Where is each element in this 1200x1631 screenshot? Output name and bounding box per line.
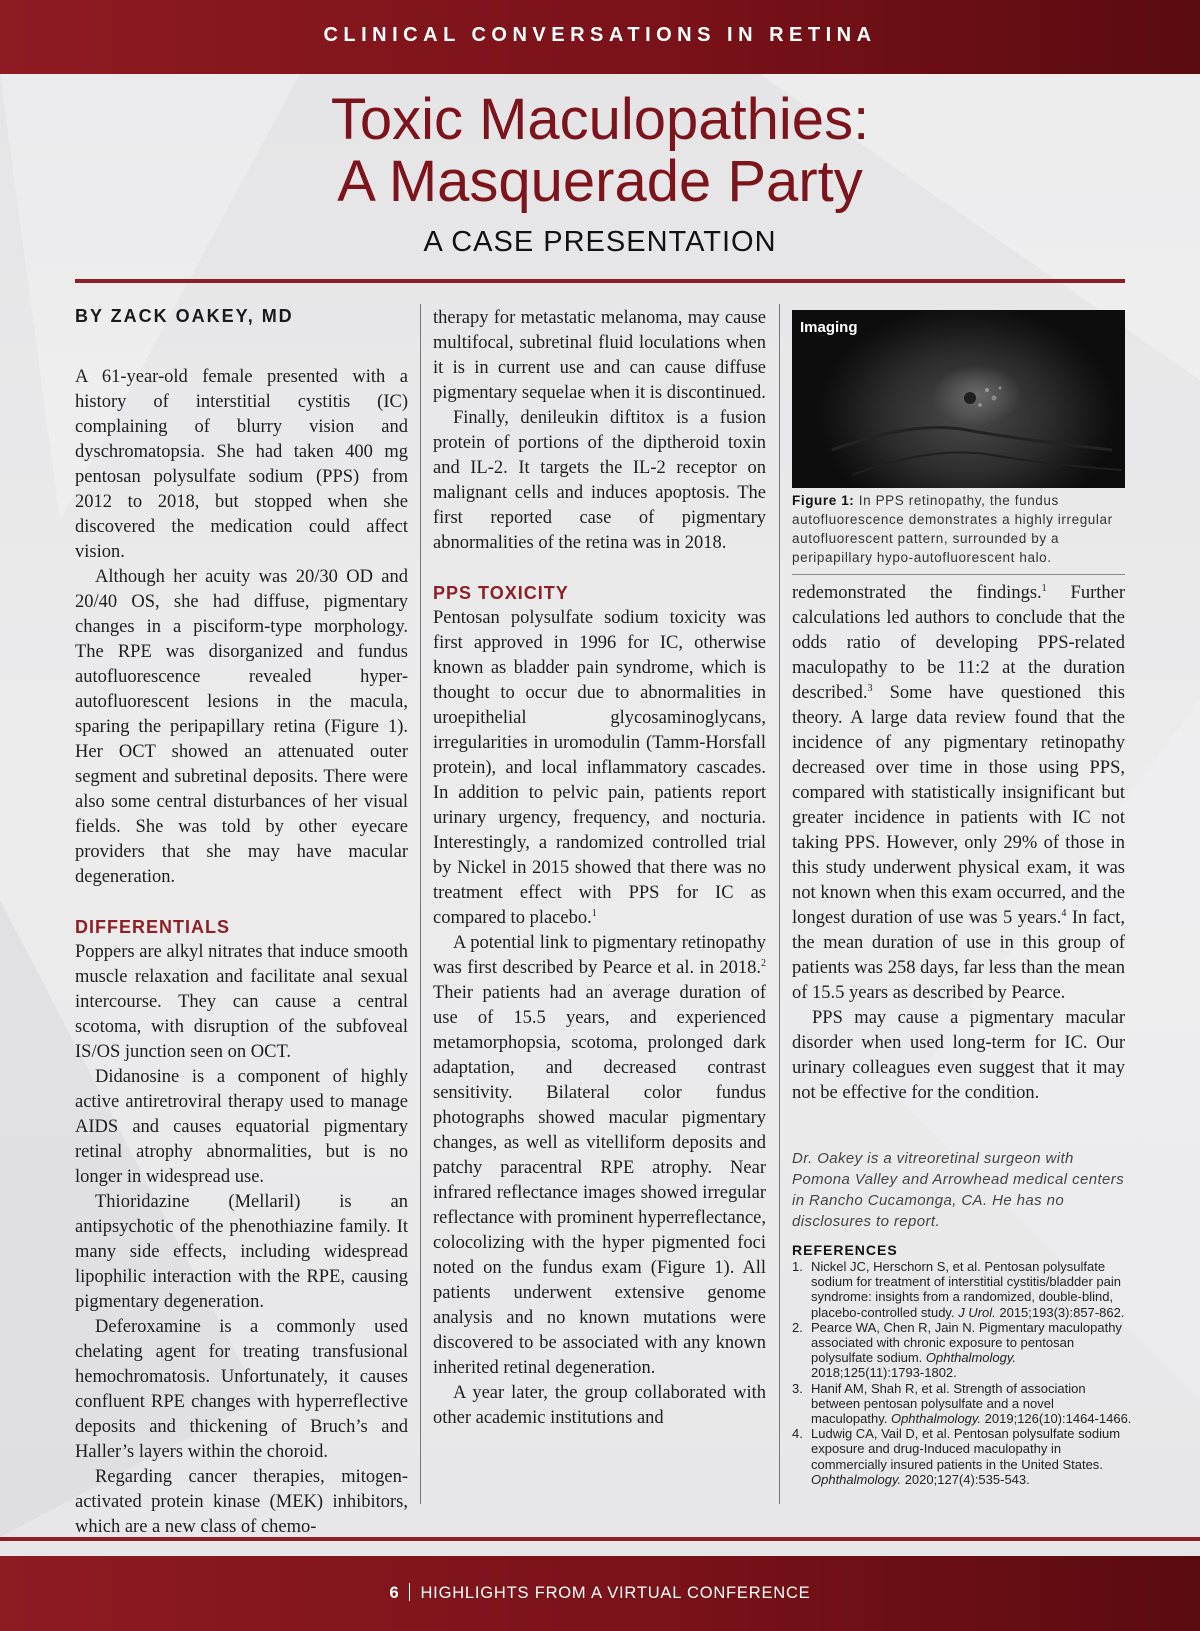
paragraph: A potential link to pigmentary retinopathy was first described by Pearce et al. in 2018.$^2$ Their patients had an average duration of use of 15.5 years, and experienced metamorphopsia, scotoma, prolonged dark adaptation, and decreased contrast sensitivity. Bilateral color fundus photographs showed macular pigmentary changes, as well as vitelliform deposits and patchy paracentral RPE atrophy. Near infrared reflectance images showed irregular reflectance with prominent hyperreflectance, colocolizing with the hyper pigmented foci noted on the fundus exam (Figure 1). All patients underwent extensive genome analysis and no known mutations were discovered to be associated with any known inherited retinal degeneration. — [433, 933, 766, 1378]
reference-text: Nickel JC, Herschorn S, et al. Pentosan polysulfate sodium for treatment of interstitial cystitis/bladder pain syndrome: insights from a randomized, double-blind, placebo-controlled study. — [811, 1259, 1121, 1320]
reference-journal: Ophthalmology. — [925, 1350, 1016, 1366]
paragraph: A 61-year-old female presented with a history of interstitial cystitis (IC) complaining of blurry vision and dyschromatopsia. She had taken 400 mg pentosan polysulfate sodium (PPS) from 2012 to 2018, but stopped when she discovered the medication could affect vision. — [75, 367, 408, 562]
reference-number: 3. — [792, 1380, 803, 1396]
paragraph: Didanosine is a component of highly active antiretroviral therapy used to manage AIDS and causes equatorial pigmentary retinal atrophy abnormalities, but is no longer in widespread use. — [75, 1067, 408, 1187]
article-title-line-1: Toxic Maculopathies: — [330, 87, 870, 152]
reference-number: 4. — [792, 1426, 803, 1442]
citation: 2 — [761, 957, 766, 969]
column-divider — [420, 304, 421, 1504]
reference-journal: Ophthalmology. — [890, 1411, 982, 1427]
article-title-line-2: A Masquerade Party — [337, 149, 863, 214]
reference-citation: 2020;127(4):535-543. — [901, 1471, 1030, 1487]
figure-caption: Figure 1: In PPS retinopathy, the fundus autofluorescence demonstrates a highly irregular autofluorescent pattern, surrounded by a peripapillary hypo-autofluorescent halo. — [792, 493, 1113, 565]
column-3 — [792, 581, 1125, 1106]
header-band — [0, 0, 1200, 74]
section-heading-differentials: DIFFERENTIALS — [75, 917, 230, 937]
reference-text: Hanif AM, Shah R, et al. Strength of association between pentosan polysulfate and a novel maculopathy. — [811, 1380, 1086, 1427]
reference-text: Ludwig CA, Vail D, et al. Pentosan polysulfate sodium exposure and drug-Induced maculopathy in commercially insured patients in the United States. — [811, 1426, 1121, 1472]
paragraph: Finally, denileukin diftitox is a fusion protein of portions of the diptheroid toxin and IL-2. It targets the IL-2 receptor on malignant cells and induces apoptosis. The first reported case of pigmentary abnormalities of the retina was in 2018. — [433, 408, 766, 553]
footer-separator — [409, 1583, 410, 1601]
paragraph: Thioridazine (Mellaril) is an antipsychotic of the phenothiazine family. It many side effects, including widespread lipophilic interaction with the RPE, causing pigmentary degeneration. — [75, 1192, 408, 1312]
reference-citation: 2018;125(11):1793-1802. — [811, 1365, 957, 1381]
title-divider — [75, 279, 1125, 283]
figure-label: Imaging — [800, 319, 858, 336]
reference-item — [792, 1259, 1132, 1320]
reference-number: 1. — [792, 1259, 803, 1274]
reference-text: Pearce WA, Chen R, Jain N. Pigmentary maculopathy associated with chronic exposure to pentosan polysulfate sodium. — [811, 1319, 1122, 1366]
column-2 — [433, 306, 766, 1431]
page-number: 6 — [389, 1584, 400, 1602]
paragraph: therapy for metastatic melanoma, may cause multifocal, subretinal fluid loculations when it is in current use and can cause diffuse pigmentary sequelae when it is discontinued. — [433, 308, 766, 403]
reference-item — [792, 1381, 1132, 1427]
publication-name: HIGHLIGHTS FROM A VIRTUAL CONFERENCE — [420, 1584, 811, 1602]
paragraph: Poppers are alkyl nitrates that induce smooth muscle relaxation and facilitate anal sexual intercourse. They can cause a central scotoma, with disruption of the subfoveal IS/OS junction seen on OCT. — [75, 942, 408, 1062]
column-1 — [75, 304, 408, 1540]
references-list — [792, 1259, 1132, 1487]
citation: 1 — [591, 907, 597, 919]
paragraph: redemonstrated the findings.$^1$ Further calculations led authors to conclude that the odds ratio of developing PPS-related maculopathy to be 11:2 at the duration described.$^3$ Some have questioned this theory. A large data review found that the incidence of any pigmentary retinopathy decreased over time in those using PPS, compared with statistically insignificant but greater incidence in patients with IC not taking PPS. However, only 29% of those in this study underwent physical exam, it was not known when this exam occurred, and the longest duration of use was 5 years.$^4$ In fact, the mean duration of use in this group of patients was 258 days, far less than the mean of 15.5 years as described by Pearce. — [792, 582, 1125, 1003]
paragraph: Deferoxamine is a commonly used chelating agent for treating transfusional hemochromatosis. Unfortunately, it causes confluent RPE changes with hyperreflective deposits and thickening of Bruch’s and Haller’s layers within the choroid. — [75, 1317, 408, 1462]
fundus-image — [792, 310, 1125, 488]
citation: 4 — [1061, 907, 1067, 919]
caption-divider — [792, 574, 1125, 575]
figure-fundus-autofluorescence — [792, 310, 1125, 488]
figure-caption-lead: Figure 1: — [792, 493, 855, 508]
paragraph: A year later, the group collaborated with other academic institutions and — [433, 1383, 766, 1428]
paragraph: PPS may cause a pigmentary macular disorder when used long-term for IC. Our urinary colleagues even suggest that it may not be effective for the condition. — [792, 1008, 1125, 1103]
reference-item — [792, 1320, 1132, 1381]
paragraph: Regarding cancer therapies, mitogen-activated protein kinase (MEK) inhibitors, which are a new class of chemo- — [75, 1467, 408, 1537]
reference-item — [792, 1426, 1132, 1487]
article-subtitle: A CASE PRESENTATION — [423, 226, 777, 258]
reference-journal: J Urol. — [958, 1304, 996, 1320]
author-bio: Dr. Oakey is a vitreoretinal surgeon with Pomona Valley and Arrowhead medical centers in Rancho Cucamonga, CA. He has no disclosures to report. — [792, 1150, 1125, 1230]
footer-rule — [0, 1537, 1200, 1541]
reference-number: 2. — [792, 1319, 803, 1335]
paragraph: Pentosan polysulfate sodium toxicity was first approved in 1996 for IC, otherwise known as bladder pain syndrome, which is thought to occur due to abnormalities in uroepithelial glycosaminoglycans, irregularities in uromodulin (Tamm-Horsfall protein), and local inflammatory cascades. In addition to pelvic pain, patients report urinary urgency, frequency, and nocturia. Interestingly, a randomized controlled trial by Nickel in 2015 showed that there was no treatment effect with PPS for IC as compared to placebo.$^1$ — [433, 608, 766, 928]
reference-citation: 2015;193(3):857-862. — [995, 1304, 1125, 1320]
reference-journal: Ophthalmology. — [811, 1471, 902, 1487]
paragraph: Although her acuity was 20/30 OD and 20/40 OS, she had diffuse, pigmentary changes in a pisciform-type morphology. The RPE was disorganized and fundus autofluorescence revealed hyper-autofluorescent lesions in the macula, sparing the peripapillary retina (Figure 1). Her OCT showed an attenuated outer segment and subretinal deposits. There were also some central disturbances of her visual fields. She was told by other eyecare providers that she may have macular degeneration. — [75, 567, 408, 887]
citation: 3 — [867, 682, 873, 694]
byline: BY ZACK OAKEY, MD — [75, 306, 294, 326]
series-title: CLINICAL CONVERSATIONS IN RETINA — [323, 24, 877, 46]
footer-text — [0, 1583, 1200, 1603]
references-heading: REFERENCES — [792, 1242, 898, 1258]
footer-band — [0, 1556, 1200, 1631]
column-divider — [779, 304, 780, 1504]
citation: 1 — [1041, 582, 1047, 594]
reference-citation: 2019;126(10):1464-1466. — [981, 1411, 1132, 1427]
section-heading-pps-toxicity: PPS TOXICITY — [433, 583, 569, 603]
